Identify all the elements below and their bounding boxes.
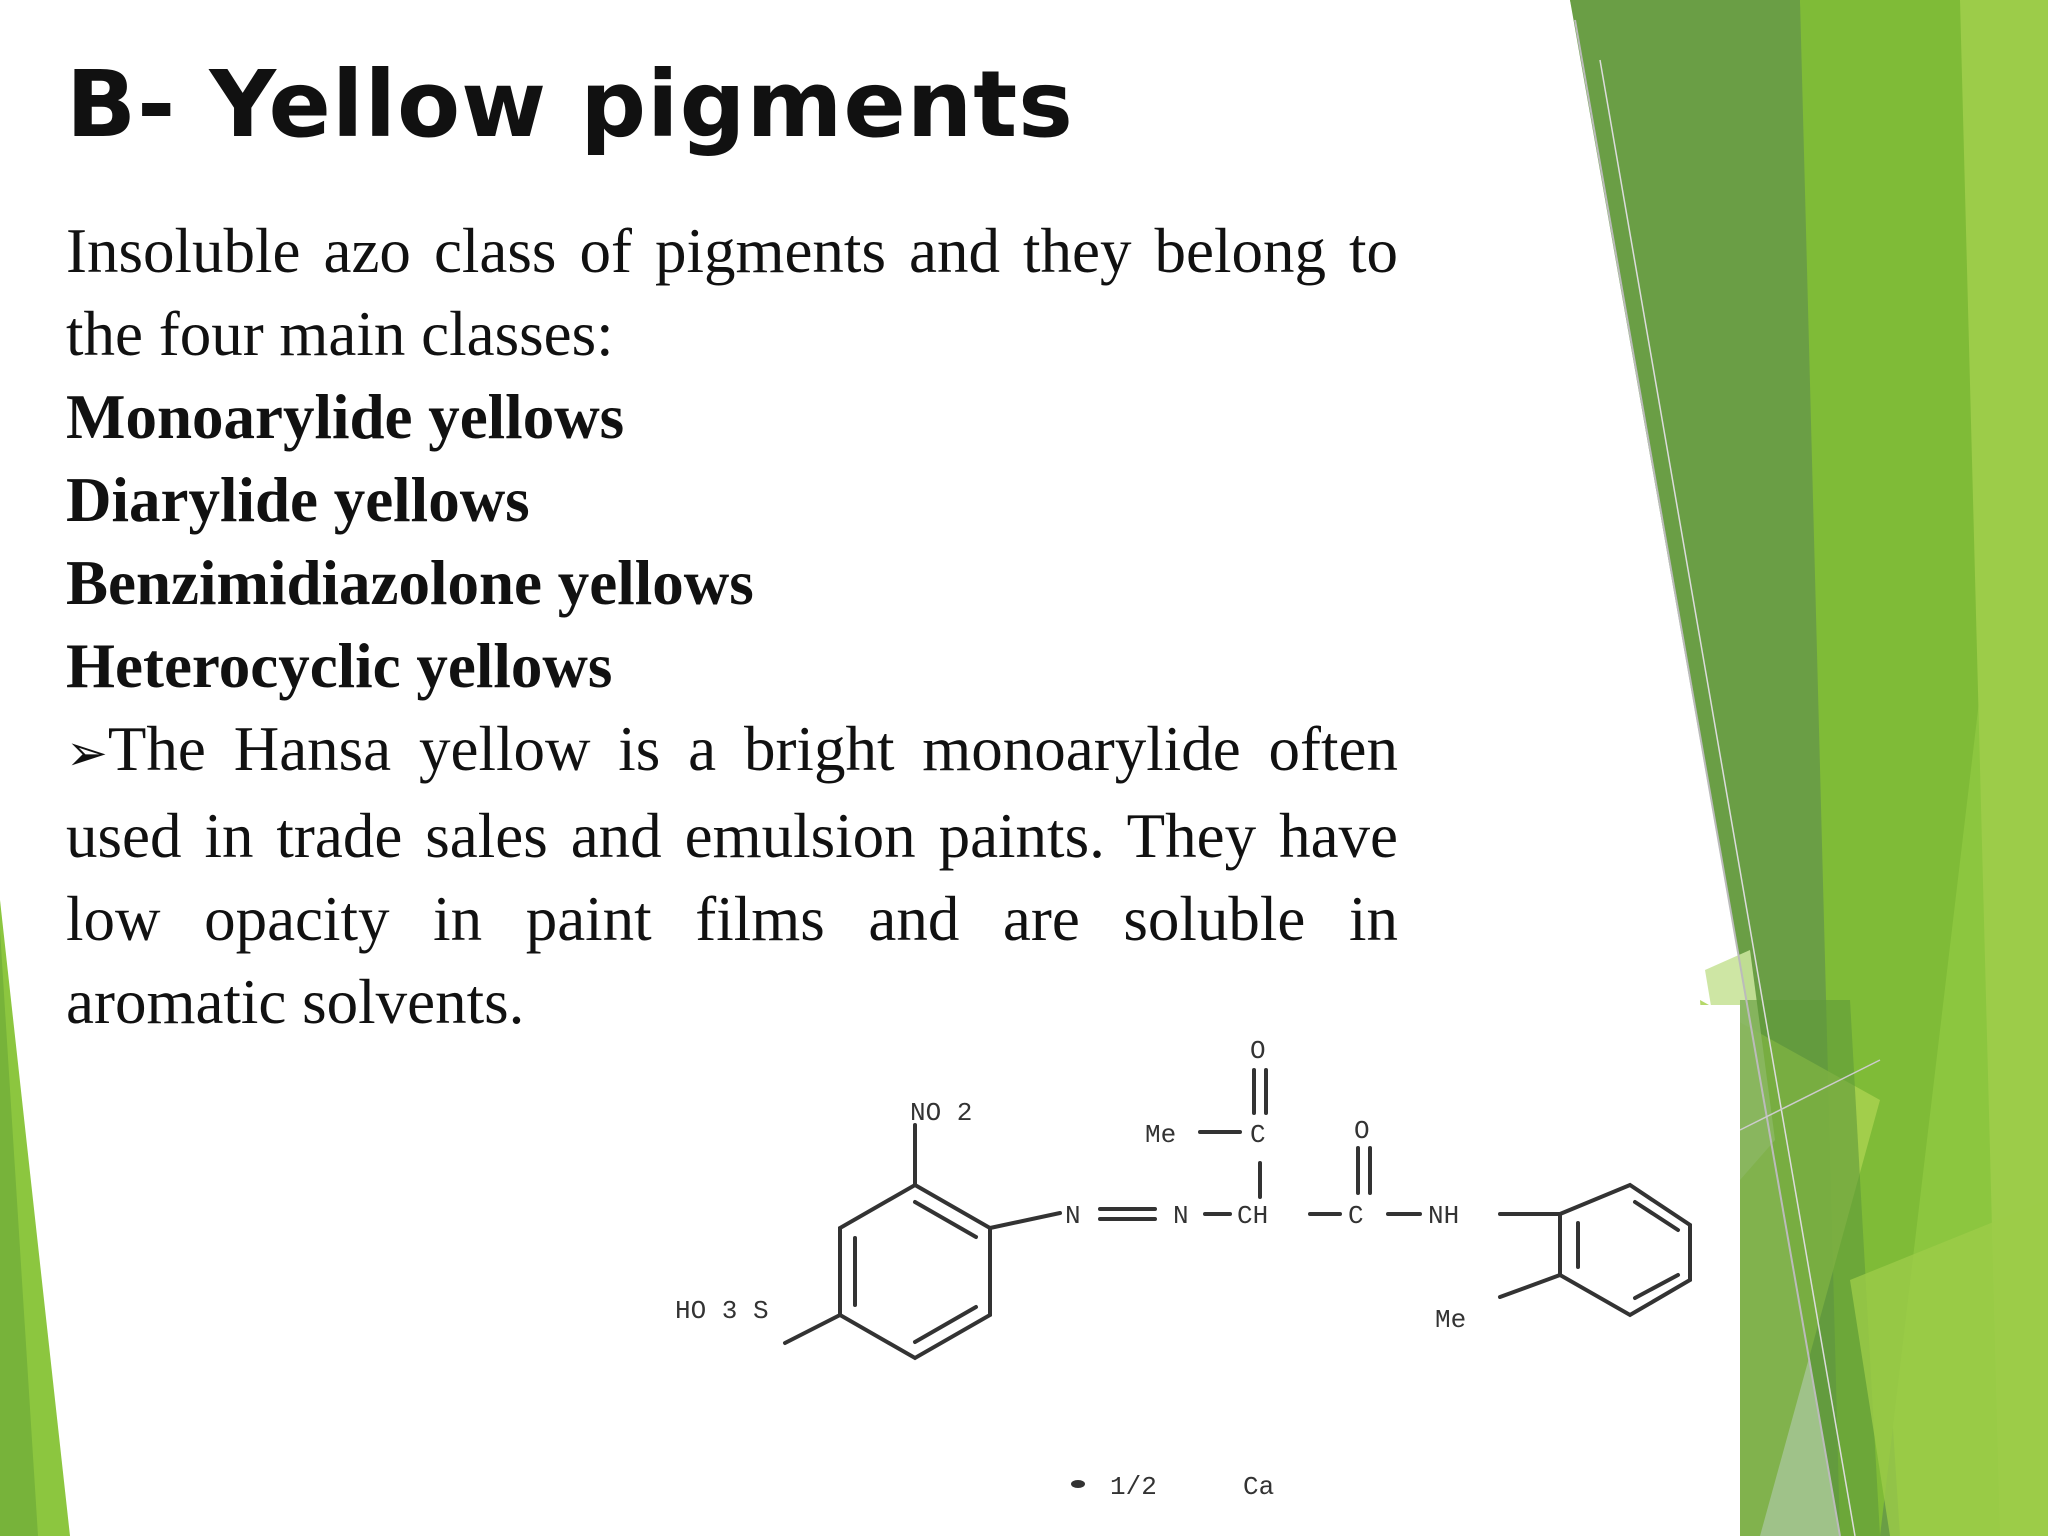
hansa-yellow-structure bbox=[660, 1025, 1720, 1525]
class-item-diarylide: Diarylide yellows bbox=[66, 465, 530, 535]
label-me-top: Me bbox=[1145, 1120, 1177, 1150]
label-n-right: N bbox=[1173, 1201, 1189, 1231]
label-me-ring: Me bbox=[1435, 1305, 1467, 1335]
label-c-acetyl: C bbox=[1250, 1120, 1266, 1150]
label-ho3s: HO 3 S bbox=[675, 1296, 769, 1326]
label-o-amide: O bbox=[1354, 1116, 1370, 1146]
label-no2: NO 2 bbox=[910, 1098, 973, 1128]
class-item-heterocyclic: Heterocyclic yellows bbox=[66, 631, 613, 701]
label-c-amide: C bbox=[1348, 1201, 1364, 1231]
class-item-benzimidiazolone: Benzimidiazolone yellows bbox=[66, 548, 754, 618]
label-n-left: N bbox=[1065, 1201, 1081, 1231]
label-ch: CH bbox=[1237, 1201, 1269, 1231]
slide-title: B- Yellow pigments bbox=[66, 51, 1074, 158]
class-item-monoarylide: Monoarylide yellows bbox=[66, 382, 625, 452]
slide-body bbox=[66, 210, 1398, 1044]
label-half: 1/2 bbox=[1110, 1472, 1157, 1502]
arrow-bullet-icon: ➢ bbox=[66, 724, 108, 782]
hansa-bullet-text: The Hansa yellow is a bright monoarylide often used in trade sales and emulsion paints. They have low opacity in paint films and are soluble in aromatic solvents. bbox=[66, 714, 1398, 1037]
label-o-top: O bbox=[1250, 1036, 1266, 1066]
label-nh: NH bbox=[1428, 1201, 1460, 1231]
hansa-bullet bbox=[66, 708, 1398, 1044]
label-ca: Ca bbox=[1243, 1472, 1275, 1502]
intro-paragraph: Insoluble azo class of pigments and they belong to the four main classes: bbox=[66, 216, 1398, 369]
